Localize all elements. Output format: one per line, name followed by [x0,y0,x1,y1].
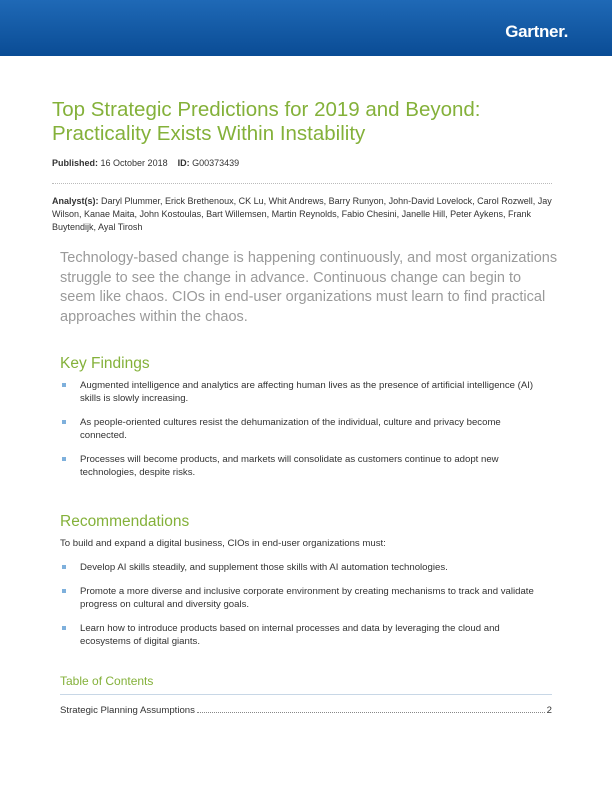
list-item: Learn how to introduce products based on internal processes and data by leveraging the cloud and ecosystems of digital giants. [60,622,550,648]
bullet-icon [62,589,66,593]
document-title: Top Strategic Predictions for 2019 and Beyond: Practicality Exists Within Instability [52,98,481,145]
recommendations-heading: Recommendations [60,513,190,530]
toc-entry-label[interactable]: Strategic Planning Assumptions [60,705,195,716]
recommendations-list [60,561,550,648]
list-item: Promote a more diverse and inclusive corporate environment by creating mechanisms to track and validate progress on cultural and diversity goals. [60,585,550,611]
bullet-icon [62,420,66,424]
bullet-icon [62,565,66,569]
list-item: Processes will become products, and markets will consolidate as customers continue to adopt new technologies, despite risks. [60,453,550,479]
list-item: Augmented intelligence and analytics are affecting human lives as the presence of artificial intelligence (AI) skills is slowly increasing. [60,379,550,405]
toc-entry[interactable] [60,705,552,716]
toc-heading: Table of Contents [60,674,154,688]
divider [52,183,552,184]
id-label: ID: [177,158,190,168]
bullet-icon [62,626,66,630]
list-item: As people-oriented cultures resist the dehumanization of the individual, culture and privacy become connected. [60,416,550,442]
analysts-names: Daryl Plummer, Erick Brethenoux, CK Lu, Whit Andrews, Barry Runyon, John-David Lovelock, Carol Rozwell, Jay Wilson, Kanae Maita, John Kostoulas, Bart Willemsen, Martin Reynolds, Fabio Chesini, Janelle Hill, Peter Aykens, Frank Buytendijk, Ayal Tirosh [52,196,552,232]
bullet-icon [62,383,66,387]
list-item: Develop AI skills steadily, and supplement those skills with AI automation technologies. [60,561,550,574]
publication-meta [52,158,239,168]
document-id: G00373439 [192,158,240,168]
header-bar [0,0,612,56]
recommendations-intro: To build and expand a digital business, CIOs in end-user organizations must: [60,538,386,549]
analysts-label: Analyst(s): [52,196,99,206]
key-findings-heading: Key Findings [60,355,150,372]
published-label: Published: [52,158,99,168]
toc-divider [60,694,552,695]
bullet-icon [62,457,66,461]
toc-entry-page[interactable]: 2 [546,705,552,716]
summary: Technology-based change is happening continuously, and most organizations struggle to see the change in advance. Continuous change can begin to seem like chaos. CIOs in end-user organizations must learn to find practical approaches within the chaos. [60,250,558,325]
analysts [52,195,552,234]
toc-leader-dots [197,711,545,713]
published-date: 16 October 2018 [100,158,168,168]
key-findings-list [60,379,550,479]
gartner-logo: Gartner. [505,22,568,41]
